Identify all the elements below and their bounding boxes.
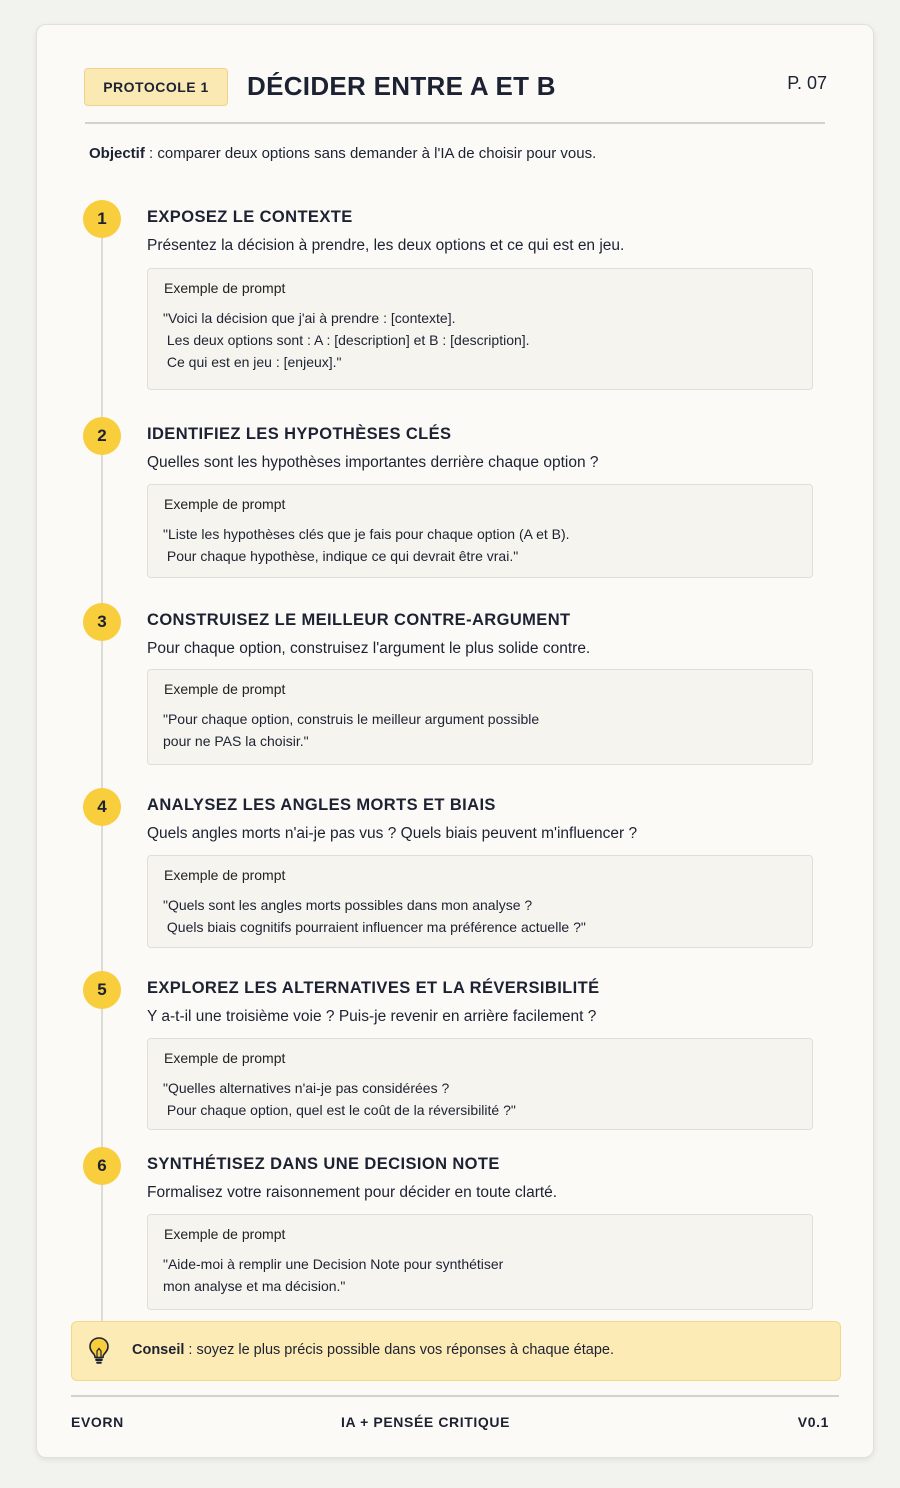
objective-label: Objectif (89, 145, 145, 162)
prompt-example-box (147, 484, 813, 578)
step-title: CONSTRUISEZ LE MEILLEUR CONTRE-ARGUMENT (147, 611, 571, 629)
step-title: ANALYSEZ LES ANGLES MORTS ET BIAIS (147, 796, 496, 814)
tip-body: : soyez le plus précis possible dans vos réponses à chaque étape. (184, 1342, 614, 1358)
page-number: P. 07 (787, 73, 827, 93)
step-description: Pour chaque option, construisez l'argument le plus solide contre. (147, 640, 591, 657)
step-title: IDENTIFIEZ LES HYPOTHÈSES CLÉS (147, 425, 452, 443)
prompt-example-box (147, 1214, 813, 1310)
protocol-badge: PROTOCOLE 1 (84, 68, 228, 106)
step-number-badge: 5 (83, 971, 121, 1009)
tip-text (132, 1342, 614, 1358)
prompt-example-text: "Liste les hypothèses clés que je fais pour chaque option (A et B). Pour chaque hypothèse, indique ce qui devrait être vrai." (163, 526, 570, 564)
prompt-example-label: Exemple de prompt (164, 681, 286, 697)
step-number-badge: 6 (83, 1147, 121, 1185)
prompt-example-label: Exemple de prompt (164, 867, 286, 883)
footer-brand: EVORN (71, 1414, 124, 1430)
step-title: EXPLOREZ LES ALTERNATIVES ET LA RÉVERSIBILITÉ (147, 979, 600, 997)
step-description: Y a-t-il une troisième voie ? Puis-je revenir en arrière facilement ? (147, 1008, 597, 1025)
step-description: Formalisez votre raisonnement pour décider en toute clarté. (147, 1184, 558, 1201)
prompt-example-text: "Quelles alternatives n'ai-je pas considérées ? Pour chaque option, quel est le coût de la réversibilité ?" (163, 1080, 516, 1118)
prompt-example-box (147, 268, 813, 390)
tip-label: Conseil (132, 1342, 185, 1358)
prompt-example-label: Exemple de prompt (164, 1050, 286, 1066)
header-divider (85, 122, 825, 124)
prompt-example-label: Exemple de prompt (164, 280, 286, 296)
prompt-example-box (147, 1038, 813, 1130)
objective-text: : comparer deux options sans demander à l'IA de choisir pour vous. (144, 145, 597, 162)
prompt-example-box (147, 669, 813, 765)
prompt-example-box (147, 855, 813, 948)
step-description: Quelles sont les hypothèses importantes derrière chaque option ? (147, 454, 599, 471)
step-description: Présentez la décision à prendre, les deux options et ce qui est en jeu. (147, 237, 625, 254)
step-title: EXPOSEZ LE CONTEXTE (147, 208, 353, 226)
step-description: Quels angles morts n'ai-je pas vus ? Quels biais peuvent m'influencer ? (147, 825, 638, 842)
step-number-badge: 4 (83, 788, 121, 826)
objective (89, 145, 596, 162)
prompt-example-text: "Pour chaque option, construis le meilleur argument possible pour ne PAS la choisir." (163, 711, 540, 749)
footer-divider (71, 1395, 839, 1397)
footer-series: IA + PENSÉE CRITIQUE (341, 1414, 511, 1430)
prompt-example-label: Exemple de prompt (164, 1226, 286, 1242)
prompt-example-text: "Aide-moi à remplir une Decision Note pour synthétiser mon analyse et ma décision." (163, 1256, 504, 1294)
lightbulb-icon (88, 1336, 110, 1371)
prompt-example-text: "Quels sont les angles morts possibles dans mon analyse ? Quels biais cognitifs pourraient influencer ma préférence actuelle ?" (163, 897, 586, 935)
step-number-badge: 1 (83, 200, 121, 238)
protocol-card (36, 24, 874, 1458)
step-title: SYNTHÉTISEZ DANS UNE DECISION NOTE (147, 1155, 500, 1173)
step-number-badge: 2 (83, 417, 121, 455)
prompt-example-label: Exemple de prompt (164, 496, 286, 512)
step-number-badge: 3 (83, 603, 121, 641)
page-title: DÉCIDER ENTRE A ET B (247, 71, 556, 101)
prompt-example-text: "Voici la décision que j'ai à prendre : [contexte]. Les deux options sont : A : [description] et B : [description]. Ce qui est en jeu : [enjeux]." (163, 310, 530, 370)
footer-version: V0.1 (797, 1414, 829, 1430)
tip-banner (71, 1321, 841, 1381)
